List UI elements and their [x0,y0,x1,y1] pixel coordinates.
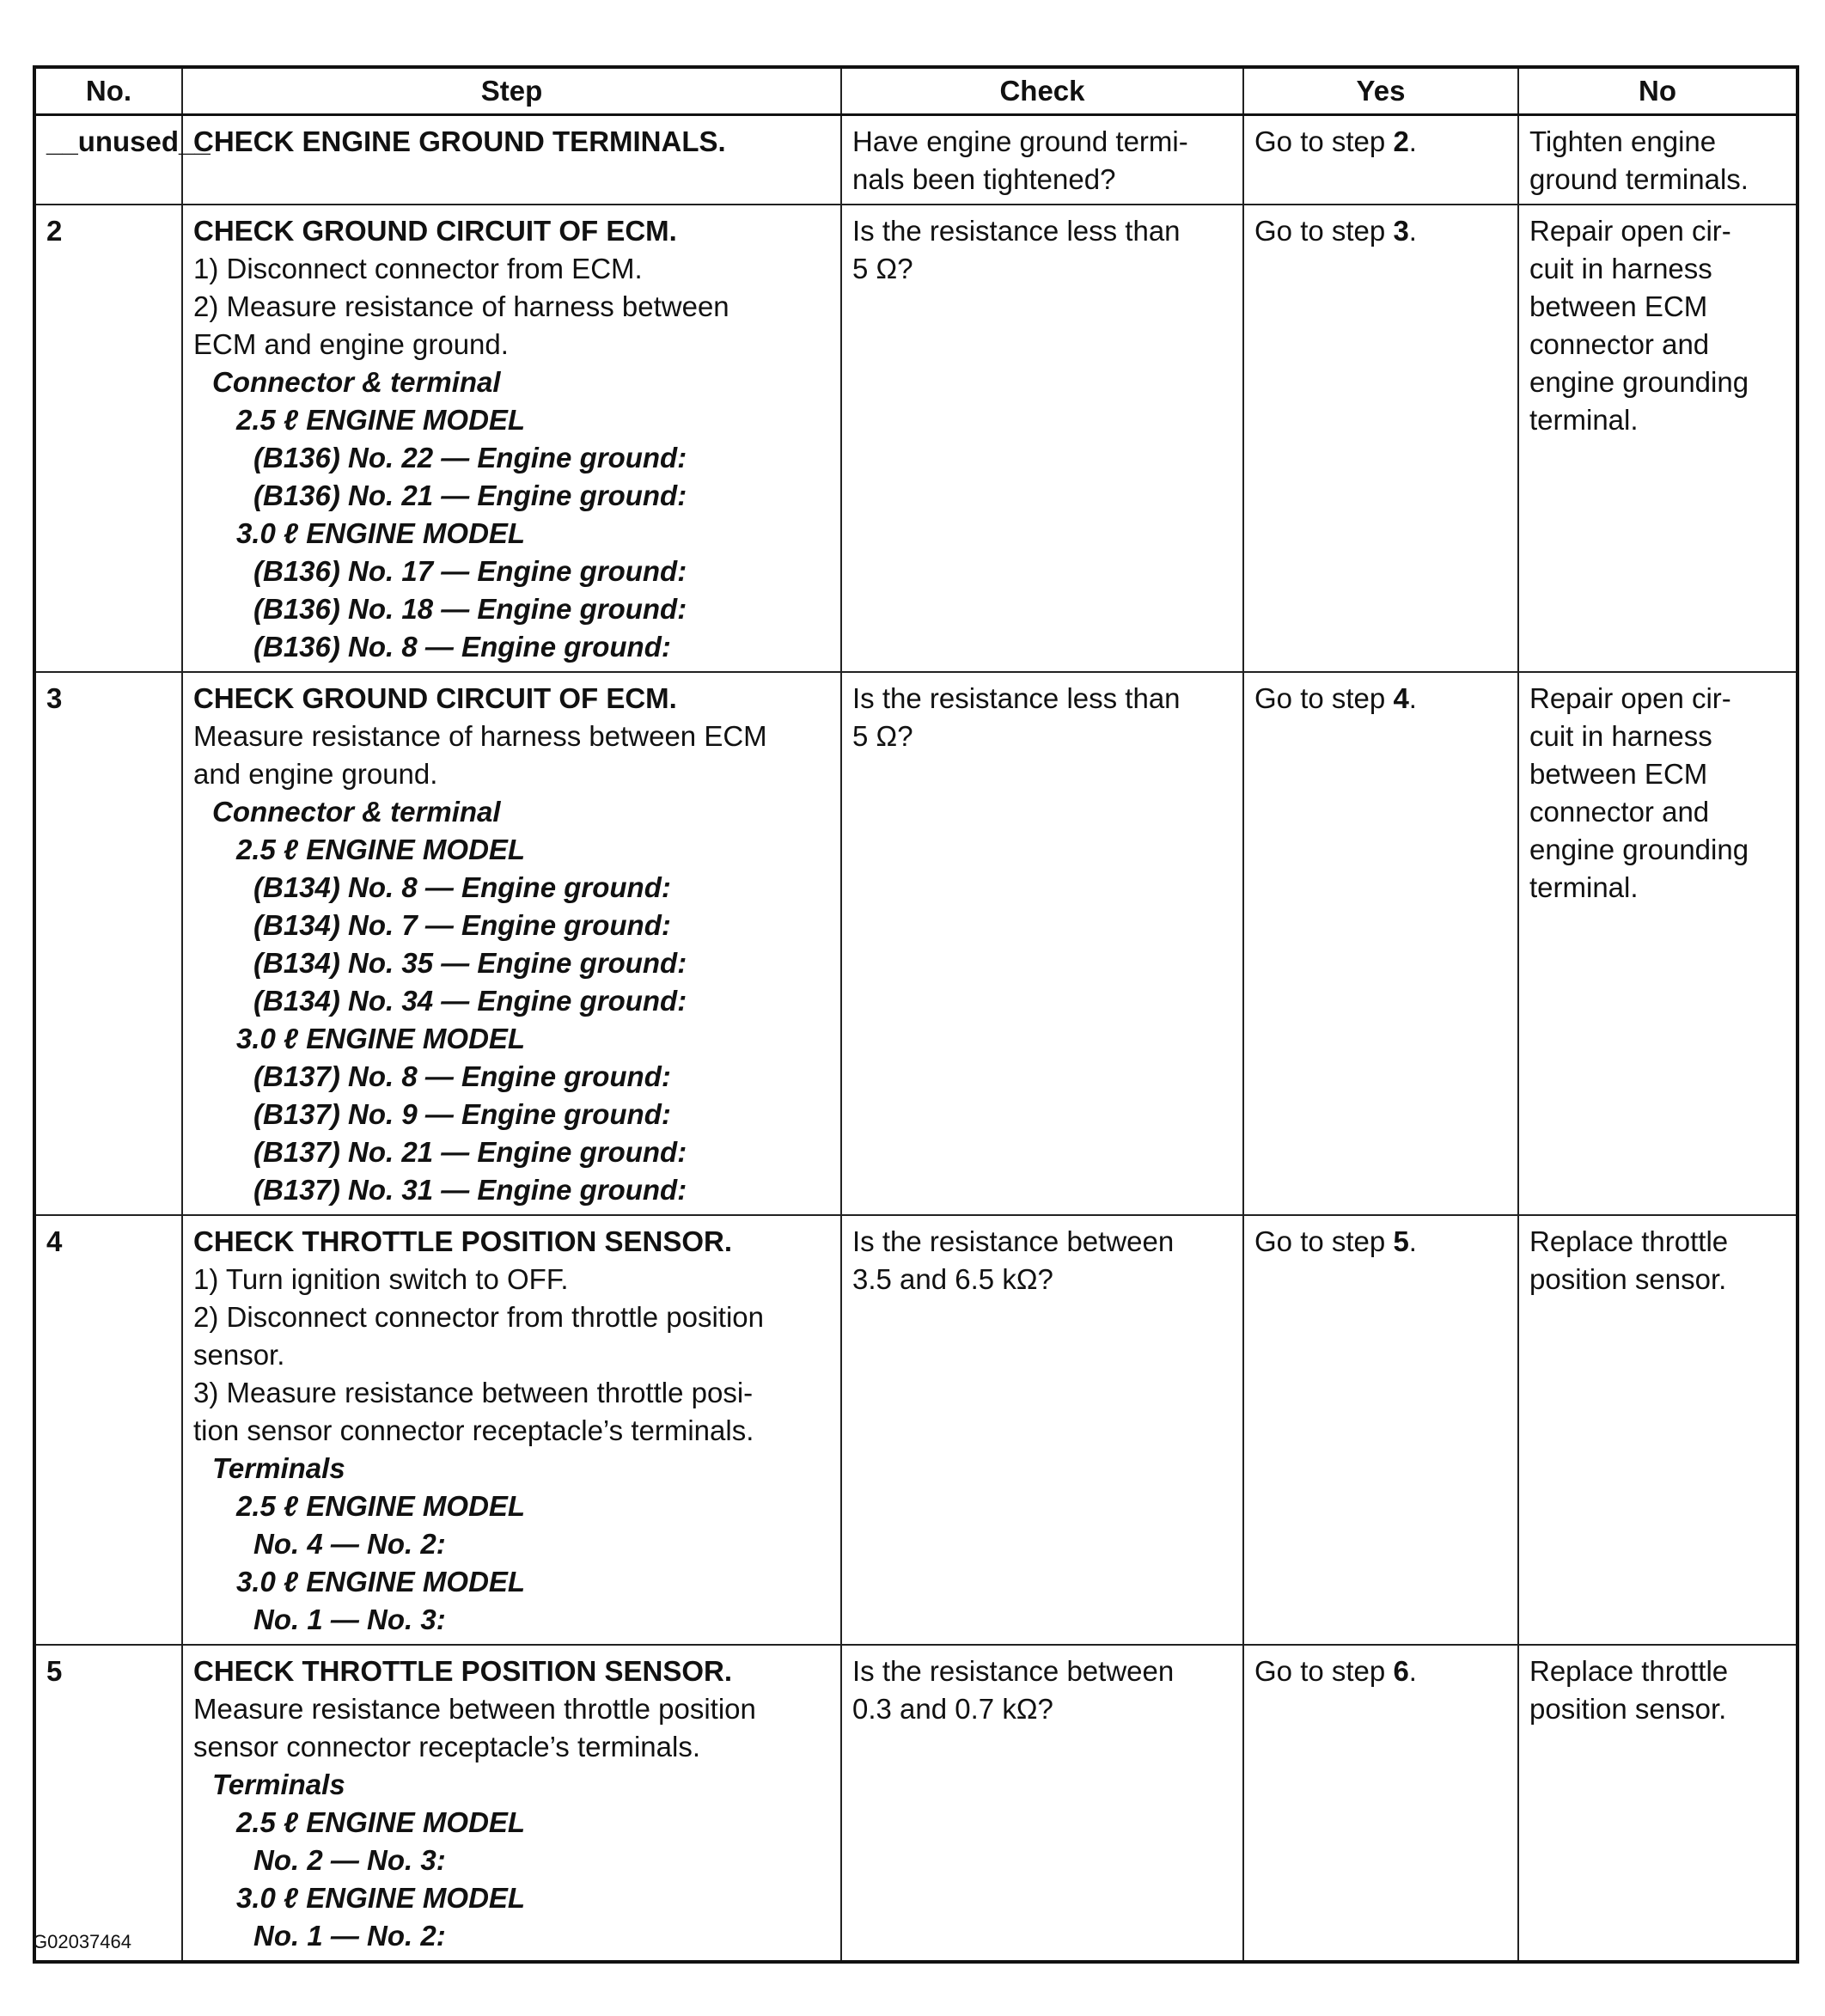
step-title: CHECK GROUND CIRCUIT OF ECM. [193,682,677,714]
terminal-line: No. 1 — No. 2: [253,1920,446,1952]
check-line: 3.5 and 6.5 kΩ? [852,1263,1053,1295]
check-line: Is the resistance between [852,1225,1175,1257]
yes-step-number: 5 [1393,1225,1409,1257]
yes-step-number: 6 [1393,1655,1409,1687]
yes-prefix: Go to step [1254,682,1394,714]
terminal-line: (B136) No. 17 — Engine ground: [253,555,687,587]
row-number: 3 [34,672,182,1215]
terminals-heading: Terminals [212,1769,345,1800]
engine-model-label: 3.0 ℓ ENGINE MODEL [236,1882,526,1914]
step-cell [182,205,841,672]
check-cell [841,205,1243,672]
check-cell [841,1215,1243,1645]
yes-cell [1243,1645,1518,1962]
yes-prefix: Go to step [1254,215,1394,247]
no-cell [1518,1645,1798,1962]
no-line: terminal. [1529,404,1639,436]
terminal-line: (B136) No. 18 — Engine ground: [253,593,687,625]
yes-step-number: 4 [1393,682,1409,714]
yes-cell [1243,115,1518,205]
no-line: Repair open cir- [1529,682,1731,714]
yes-step-number: 3 [1393,215,1409,247]
step-cell [182,672,841,1215]
terminal-line: (B136) No. 22 — Engine ground: [253,442,687,473]
step-line: sensor connector receptacle’s terminals. [193,1731,701,1762]
engine-model-label: 3.0 ℓ ENGINE MODEL [236,1023,526,1054]
check-line: 5 Ω? [852,720,913,752]
step-line: 3) Measure resistance between throttle posi- [193,1377,754,1408]
engine-model-label: 3.0 ℓ ENGINE MODEL [236,517,526,549]
no-line: cuit in harness [1529,720,1712,752]
check-line: nals been tightened? [852,163,1116,195]
yes-suffix: . [1408,215,1417,247]
col-header-no: No. [34,67,182,115]
no-line: Replace throttle [1529,1655,1729,1687]
check-line: Is the resistance less than [852,215,1181,247]
terminals-heading: Terminals [212,1452,345,1484]
terminal-line: (B137) No. 8 — Engine ground: [253,1060,671,1092]
yes-step-number: 2 [1393,125,1409,157]
diagnostic-table [33,65,1799,1964]
check-line: Is the resistance less than [852,682,1181,714]
engine-model-label: 2.5 ℓ ENGINE MODEL [236,1490,526,1522]
col-header-check: Check [841,67,1243,115]
col-header-step: Step [182,67,841,115]
terminal-line: (B134) No. 7 — Engine ground: [253,909,671,941]
step-line: and engine ground. [193,758,438,790]
yes-prefix: Go to step [1254,1655,1394,1687]
no-line: ground terminals. [1529,163,1749,195]
terminal-line: (B137) No. 21 — Engine ground: [253,1136,687,1168]
step-line: tion sensor connector receptacle’s terminals. [193,1414,754,1446]
yes-suffix: . [1408,1655,1417,1687]
engine-model-label: 2.5 ℓ ENGINE MODEL [236,834,526,865]
step-line: 2) Measure resistance of harness between [193,290,729,322]
table-row [34,1215,1798,1645]
yes-cell [1243,205,1518,672]
step-title: CHECK THROTTLE POSITION SENSOR. [193,1225,733,1257]
step-line: ECM and engine ground. [193,328,509,360]
yes-cell [1243,672,1518,1215]
check-line: 0.3 and 0.7 kΩ? [852,1693,1053,1725]
step-line: sensor. [193,1339,285,1371]
step-line: 1) Disconnect connector from ECM. [193,253,643,284]
check-cell [841,672,1243,1215]
terminal-line: (B136) No. 21 — Engine ground: [253,480,687,511]
terminal-line: (B137) No. 31 — Engine ground: [253,1174,687,1206]
step-title: CHECK THROTTLE POSITION SENSOR. [193,1655,733,1687]
no-line: Repair open cir- [1529,215,1731,247]
check-line: Is the resistance between [852,1655,1175,1687]
terminal-line: (B137) No. 9 — Engine ground: [253,1098,671,1130]
no-line: connector and [1529,796,1710,828]
step-line: Measure resistance of harness between ECM [193,720,767,752]
no-line: position sensor. [1529,1693,1727,1725]
figure-code: G02037464 [33,1931,131,1952]
yes-prefix: Go to step [1254,1225,1394,1257]
terminal-line: (B134) No. 34 — Engine ground: [253,985,687,1017]
step-title: CHECK ENGINE GROUND TERMINALS. [193,125,726,157]
terminal-line: No. 2 — No. 3: [253,1844,446,1876]
no-line: Tighten engine [1529,125,1717,157]
yes-suffix: . [1408,125,1417,157]
no-cell [1518,205,1798,672]
col-header-no-result: No [1518,67,1798,115]
row-number: __unused__ [34,115,182,205]
engine-model-label: 3.0 ℓ ENGINE MODEL [236,1566,526,1598]
step-line: 1) Turn ignition switch to OFF. [193,1263,569,1295]
no-line: between ECM [1529,758,1708,790]
step-line: Measure resistance between throttle position [193,1693,756,1725]
terminal-line: (B134) No. 8 — Engine ground: [253,871,671,903]
no-cell [1518,1215,1798,1645]
check-cell [841,115,1243,205]
connector-heading: Connector & terminal [212,796,501,828]
check-line: Have engine ground termi- [852,125,1188,157]
table-row [34,205,1798,672]
table-row [34,672,1798,1215]
terminal-line: (B134) No. 35 — Engine ground: [253,947,687,979]
step-cell [182,115,841,205]
yes-cell [1243,1215,1518,1645]
step-line: 2) Disconnect connector from throttle position [193,1301,764,1333]
check-line: 5 Ω? [852,253,913,284]
yes-suffix: . [1408,1225,1417,1257]
no-line: engine grounding [1529,834,1749,865]
table-header-row [34,67,1798,115]
table-row [34,1645,1798,1962]
step-title: CHECK GROUND CIRCUIT OF ECM. [193,215,677,247]
row-number: 2 [34,205,182,672]
engine-model-label: 2.5 ℓ ENGINE MODEL [236,404,526,436]
yes-suffix: . [1408,682,1417,714]
col-header-yes: Yes [1243,67,1518,115]
terminal-line: No. 4 — No. 2: [253,1528,446,1560]
engine-model-label: 2.5 ℓ ENGINE MODEL [236,1806,526,1838]
table-row [34,115,1798,205]
no-cell [1518,115,1798,205]
row-number: 5 [34,1645,182,1962]
no-line: engine grounding [1529,366,1749,398]
terminal-line: (B136) No. 8 — Engine ground: [253,631,671,663]
connector-heading: Connector & terminal [212,366,501,398]
row-number: 4 [34,1215,182,1645]
yes-prefix: Go to step [1254,125,1394,157]
step-cell [182,1215,841,1645]
no-line: position sensor. [1529,1263,1727,1295]
no-line: Replace throttle [1529,1225,1729,1257]
no-line: cuit in harness [1529,253,1712,284]
step-cell [182,1645,841,1962]
no-line: connector and [1529,328,1710,360]
check-cell [841,1645,1243,1962]
terminal-line: No. 1 — No. 3: [253,1604,446,1635]
no-line: terminal. [1529,871,1639,903]
no-cell [1518,672,1798,1215]
no-line: between ECM [1529,290,1708,322]
